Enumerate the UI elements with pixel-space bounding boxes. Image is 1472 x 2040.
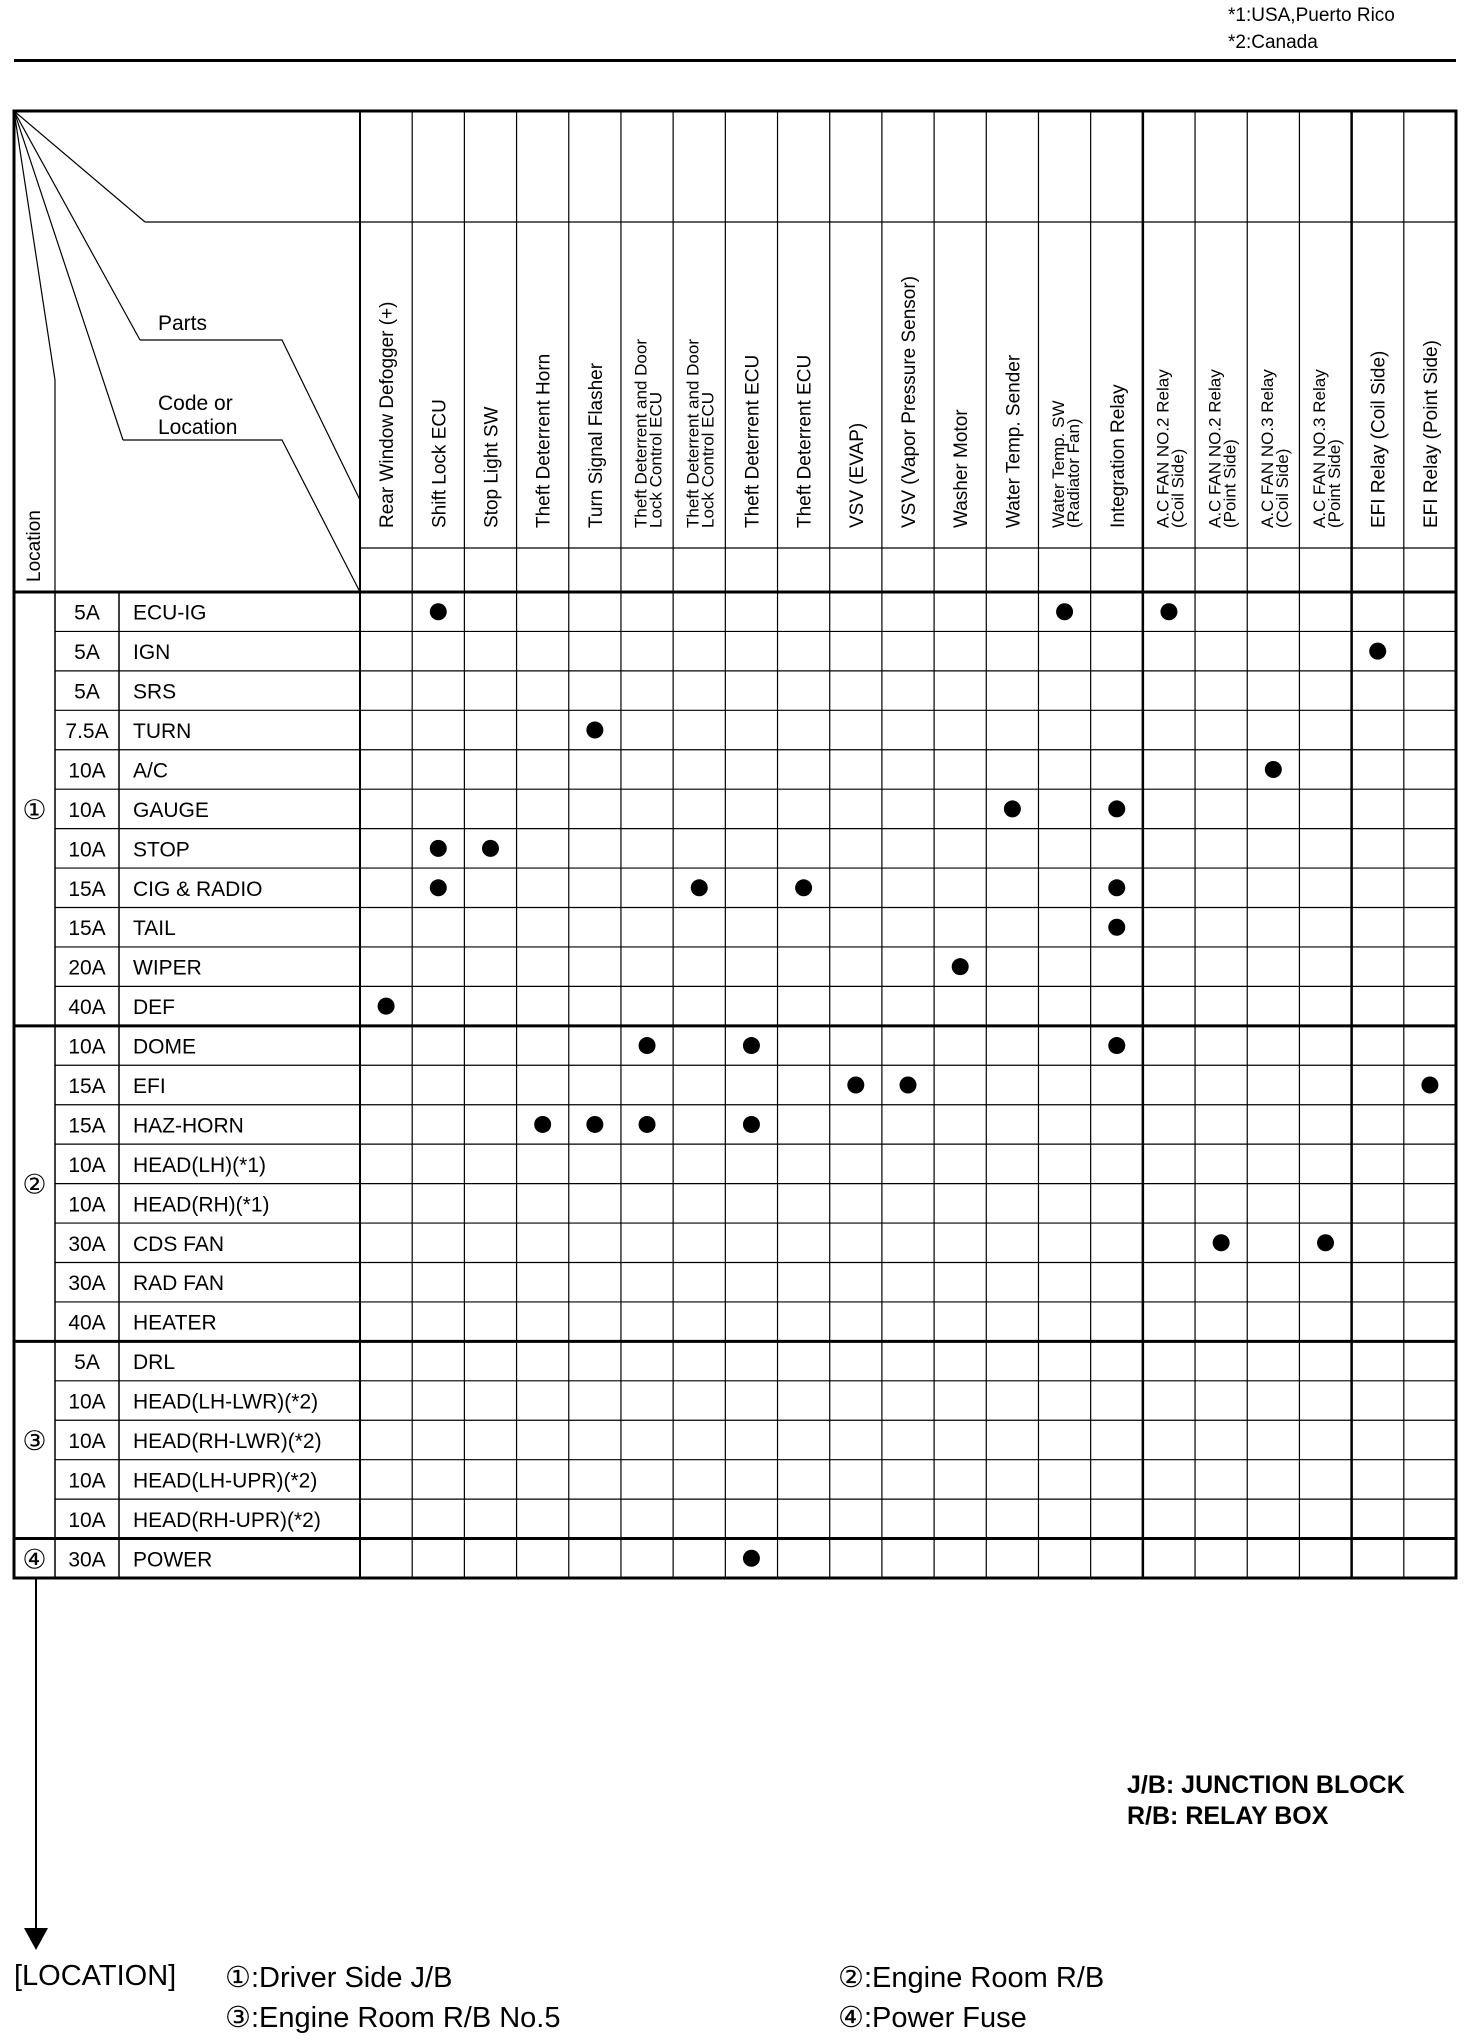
fuse-code: POWER (133, 1548, 213, 1572)
fuse-code: DOME (133, 1035, 196, 1059)
location-group-label: ② (22, 1169, 47, 1200)
connection-dot (586, 1116, 603, 1133)
fuse-code: HEAD(RH)(*1) (133, 1193, 270, 1217)
connection-dot (743, 1550, 760, 1567)
fuse-amp: 10A (68, 798, 106, 822)
fuse-amp: 15A (68, 877, 106, 901)
connection-dot (482, 840, 499, 857)
connection-dot (1317, 1234, 1334, 1251)
part-name: A.C FAN NO.3 Relay (1310, 369, 1330, 528)
connection-dot (430, 879, 447, 896)
connection-dot (1004, 800, 1021, 817)
part-column-label (899, 276, 920, 528)
fuse-code: TAIL (133, 917, 176, 941)
connection-dot (430, 840, 447, 857)
connection-dot (1213, 1234, 1230, 1251)
part-name: VSV (Vapor Pressure Sensor) (899, 275, 920, 528)
fuse-code: HEAD(LH-UPR)(*2) (133, 1469, 318, 1493)
part-name: (Radiator Fan) (1064, 418, 1084, 528)
part-name: A.C FAN NO.2 Relay (1153, 369, 1173, 528)
fuse-amp: 30A (68, 1232, 106, 1256)
part-name: Washer Motor (951, 409, 973, 528)
part-name: Stop Light SW (481, 406, 503, 528)
header-diagonal-code-ext (123, 440, 360, 592)
fuse-amp: 10A (68, 1193, 106, 1217)
code-label: Location (158, 416, 238, 439)
fuse-code: HEAD(RH-UPR)(*2) (133, 1508, 321, 1532)
connection-dot (743, 1037, 760, 1054)
fuse-amp: 30A (68, 1272, 106, 1296)
fuse-amp: 10A (68, 1035, 106, 1059)
location-key-3: ③:Engine Room R/B No.5 (225, 2002, 561, 2034)
fuse-code: HEAD(RH-LWR)(*2) (133, 1429, 322, 1453)
part-column-label (1206, 369, 1240, 528)
fuse-code: EFI (133, 1075, 166, 1098)
part-column-label (684, 339, 718, 528)
part-column-label (1049, 400, 1083, 528)
connection-dot (900, 1077, 917, 1094)
connection-dot (586, 722, 603, 739)
header-diagonal-location (14, 111, 55, 380)
part-name: Theft Deterrent ECU (742, 354, 764, 528)
legend-rb: R/B: RELAY BOX (1127, 1802, 1329, 1830)
part-column-label (951, 409, 972, 528)
connection-dot (430, 603, 447, 620)
code-label: Code or (158, 392, 233, 415)
connection-dot (639, 1116, 656, 1133)
connection-dot (1421, 1077, 1438, 1094)
fuse-code: TURN (133, 720, 192, 744)
fuse-amp: 5A (74, 680, 100, 704)
fuse-amp: 10A (68, 1508, 106, 1532)
connection-dot (1160, 603, 1177, 620)
part-name: VSV (EVAP) (846, 422, 868, 528)
location-key-4: ④:Power Fuse (838, 2002, 1027, 2034)
part-name: (Point Side) (1325, 439, 1345, 528)
part-column-label (1369, 351, 1390, 528)
part-name: Water Temp. Sender (1003, 354, 1025, 528)
connection-dot (1056, 603, 1073, 620)
part-column-label (742, 355, 763, 528)
part-name: Lock Control ECU (698, 391, 718, 528)
fuse-code: HEATER (133, 1311, 217, 1335)
fuse-amp: 40A (68, 1311, 106, 1335)
header-diagonal-parts (14, 111, 140, 340)
part-name: Rear Window Defogger (+) (377, 301, 399, 528)
fuse-amp: 7.5A (65, 720, 109, 744)
footnote-1: *1:USA,Puerto Rico (1228, 5, 1395, 26)
part-column-label (429, 399, 450, 528)
fuse-amp: 20A (68, 956, 106, 980)
fuse-code: A/C (133, 759, 169, 783)
part-column-label (847, 423, 868, 528)
connection-dot (1108, 800, 1125, 817)
part-name: A.C FAN NO.3 Relay (1257, 369, 1277, 528)
location-arrow-line (35, 1578, 37, 1930)
fuse-code: GAUGE (133, 798, 209, 822)
fuse-amp: 10A (68, 759, 106, 783)
part-name: Theft Deterrent Horn (533, 353, 555, 528)
connection-dot (743, 1116, 760, 1133)
table-border (14, 111, 1456, 1578)
part-name: (Coil Side) (1272, 448, 1292, 528)
fuse-amp: 10A (68, 838, 106, 862)
fuse-code: ECU-IG (133, 601, 207, 625)
fuse-code: HAZ-HORN (133, 1114, 244, 1138)
location-group-label: ③ (22, 1425, 47, 1456)
fuse-amp: 10A (68, 1429, 106, 1453)
part-column-label (632, 339, 666, 528)
fuse-code: STOP (133, 838, 190, 862)
connection-dot (534, 1116, 551, 1133)
part-name: EFI Relay (Coil Side) (1368, 350, 1390, 528)
connection-dot (639, 1037, 656, 1054)
connection-dot (1369, 643, 1386, 660)
location-key-2: ②:Engine Room R/B (838, 1962, 1105, 1994)
part-column-label (795, 355, 816, 528)
connection-dot (795, 879, 812, 896)
part-name: Theft Deterrent ECU (794, 354, 816, 528)
header-diagonal-top (14, 111, 145, 222)
part-column-label (1421, 340, 1442, 528)
arrow-down-icon (24, 1928, 48, 1950)
location-label: Location (24, 510, 45, 582)
location-key-title: [LOCATION] (14, 1960, 177, 1992)
part-name: Lock Control ECU (646, 391, 666, 528)
fuse-code: CIG & RADIO (133, 877, 263, 901)
part-column-label (1310, 369, 1344, 528)
abbreviation-legend (1127, 1770, 1405, 1832)
part-column-label (534, 354, 555, 528)
connection-dot (952, 958, 969, 975)
location-key-1: ①:Driver Side J/B (225, 1962, 453, 1994)
fuse-code: HEAD(LH-LWR)(*2) (133, 1390, 319, 1414)
connection-dot (1108, 1037, 1125, 1054)
fuse-amp: 40A (68, 996, 106, 1020)
connection-dot (847, 1077, 864, 1094)
fuse-code: SRS (133, 680, 177, 704)
fuse-amp: 15A (68, 1075, 106, 1098)
fuse-amp: 10A (68, 1469, 106, 1493)
part-name: Water Temp. SW (1049, 400, 1069, 528)
connection-dot (1108, 879, 1125, 896)
part-name: Turn Signal Flasher (585, 362, 607, 528)
part-column-label (1153, 369, 1187, 528)
part-name: (Point Side) (1220, 439, 1240, 528)
part-column-label (1258, 369, 1292, 528)
fuse-amp: 10A (68, 1390, 106, 1414)
part-name: A.C FAN NO.2 Relay (1205, 369, 1225, 528)
fuse-amp: 15A (68, 917, 106, 941)
location-group-label: ① (22, 794, 47, 825)
part-name: Integration Relay (1107, 384, 1129, 528)
fuse-amp: 5A (74, 641, 100, 665)
fuse-amp: 30A (68, 1548, 106, 1572)
fuse-code: RAD FAN (133, 1272, 225, 1296)
fuse-amp: 5A (74, 1351, 100, 1375)
connection-dot (691, 879, 708, 896)
fuse-code: HEAD(LH)(*1) (133, 1153, 267, 1177)
fuse-code: DEF (133, 996, 175, 1020)
fuse-code: DRL (133, 1351, 176, 1375)
part-name: (Coil Side) (1168, 448, 1188, 528)
fuse-amp: 5A (74, 601, 100, 625)
part-column-label (377, 301, 398, 528)
fuse-code: WIPER (133, 956, 202, 980)
footnote-2: *2:Canada (1228, 32, 1318, 53)
part-column-label (1003, 354, 1024, 528)
part-name: Shift Lock ECU (429, 399, 451, 528)
part-name: EFI Relay (Point Side) (1420, 340, 1442, 528)
connection-dot (378, 998, 395, 1015)
part-name: Theft Deterrent and Door (683, 339, 703, 528)
part-name: Theft Deterrent and Door (631, 339, 651, 528)
parts-label: Parts (158, 312, 208, 335)
connection-dot (1265, 761, 1282, 778)
fuse-amp: 15A (68, 1114, 106, 1138)
location-group-label: ④ (22, 1544, 47, 1575)
header-diagonal-code (14, 111, 123, 440)
legend-jb: J/B: JUNCTION BLOCK (1127, 1771, 1405, 1799)
fuse-amp: 10A (68, 1153, 106, 1177)
fuse-code: CDS FAN (133, 1232, 225, 1256)
connection-dot (1108, 919, 1125, 936)
fuse-code: IGN (133, 641, 171, 665)
part-column-label (481, 406, 502, 528)
part-column-label (586, 362, 607, 528)
part-column-label (1108, 384, 1129, 528)
